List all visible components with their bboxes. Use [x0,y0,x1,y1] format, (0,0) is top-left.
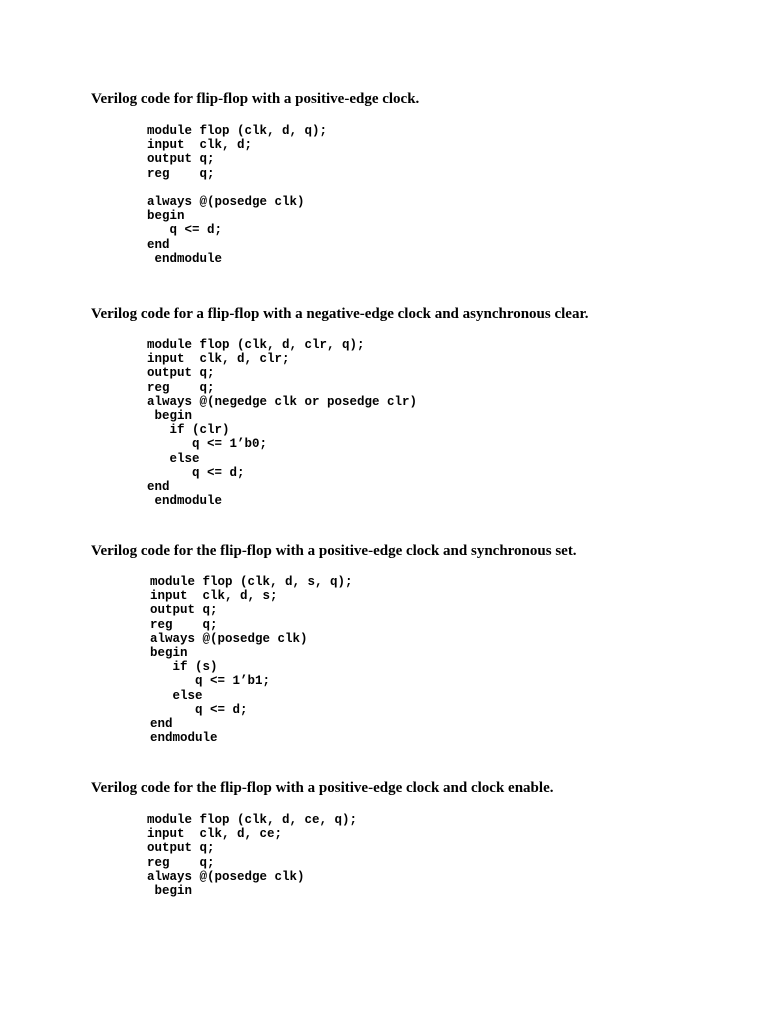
code-line: module flop (clk, d, q); [147,124,328,138]
code-line: output q; [147,366,215,381]
code-line [147,181,327,195]
code-line: begin [150,645,188,660]
code-line: output q; [147,152,215,167]
code-line: end [150,716,173,731]
code-line: reg q; [147,166,215,181]
code-line: endmodule [150,731,218,746]
code-line: module flop (clk, d, s, q); [150,575,353,589]
code-line: output q; [150,603,218,618]
code-line: always @(posedge clk) [147,194,305,209]
code-line: reg q; [147,380,215,395]
section-4-code [147,813,357,898]
section-2-code [147,338,417,508]
code-line: reg q; [147,855,215,870]
code-line: output q; [147,841,215,856]
section-3-heading: Verilog code for the flip-flop with a positive-edge clock and synchronous set. [91,543,577,559]
code-line: q <= d; [147,465,245,480]
code-line: if (s) [150,660,218,675]
code-line: q <= d; [147,223,223,238]
code-line: endmodule [147,494,223,509]
code-line: q <= 1’b1; [150,674,271,689]
code-line: input clk, d; [147,138,253,153]
code-line: input clk, d, ce; [147,827,283,842]
code-line: begin [147,408,193,423]
section-1-code [147,124,327,266]
code-line: module flop (clk, d, clr, q); [147,338,365,352]
code-line: end [147,237,170,252]
code-line: else [150,688,203,703]
code-line: endmodule [147,251,223,266]
section-3-code [150,575,353,745]
code-line: begin [147,883,193,898]
code-line: always @(posedge clk) [147,869,305,884]
code-line: q <= d; [150,702,248,717]
code-line: end [147,479,170,494]
code-line: always @(negedge clk or posedge clr) [147,394,418,409]
code-line: module flop (clk, d, ce, q); [147,813,358,827]
code-line: else [147,451,200,466]
code-line: input clk, d, clr; [147,352,290,367]
code-line: if (clr) [147,423,230,438]
section-2-heading: Verilog code for a flip-flop with a negative-edge clock and asynchronous clear. [91,306,589,322]
code-line: begin [147,209,185,224]
code-line: q <= 1’b0; [147,437,268,452]
code-line: reg q; [150,617,218,632]
section-4-heading: Verilog code for the flip-flop with a positive-edge clock and clock enable. [91,780,554,796]
section-1-heading: Verilog code for flip-flop with a positive-edge clock. [91,91,420,107]
code-line: input clk, d, s; [150,589,278,604]
code-line: always @(posedge clk) [150,631,308,646]
